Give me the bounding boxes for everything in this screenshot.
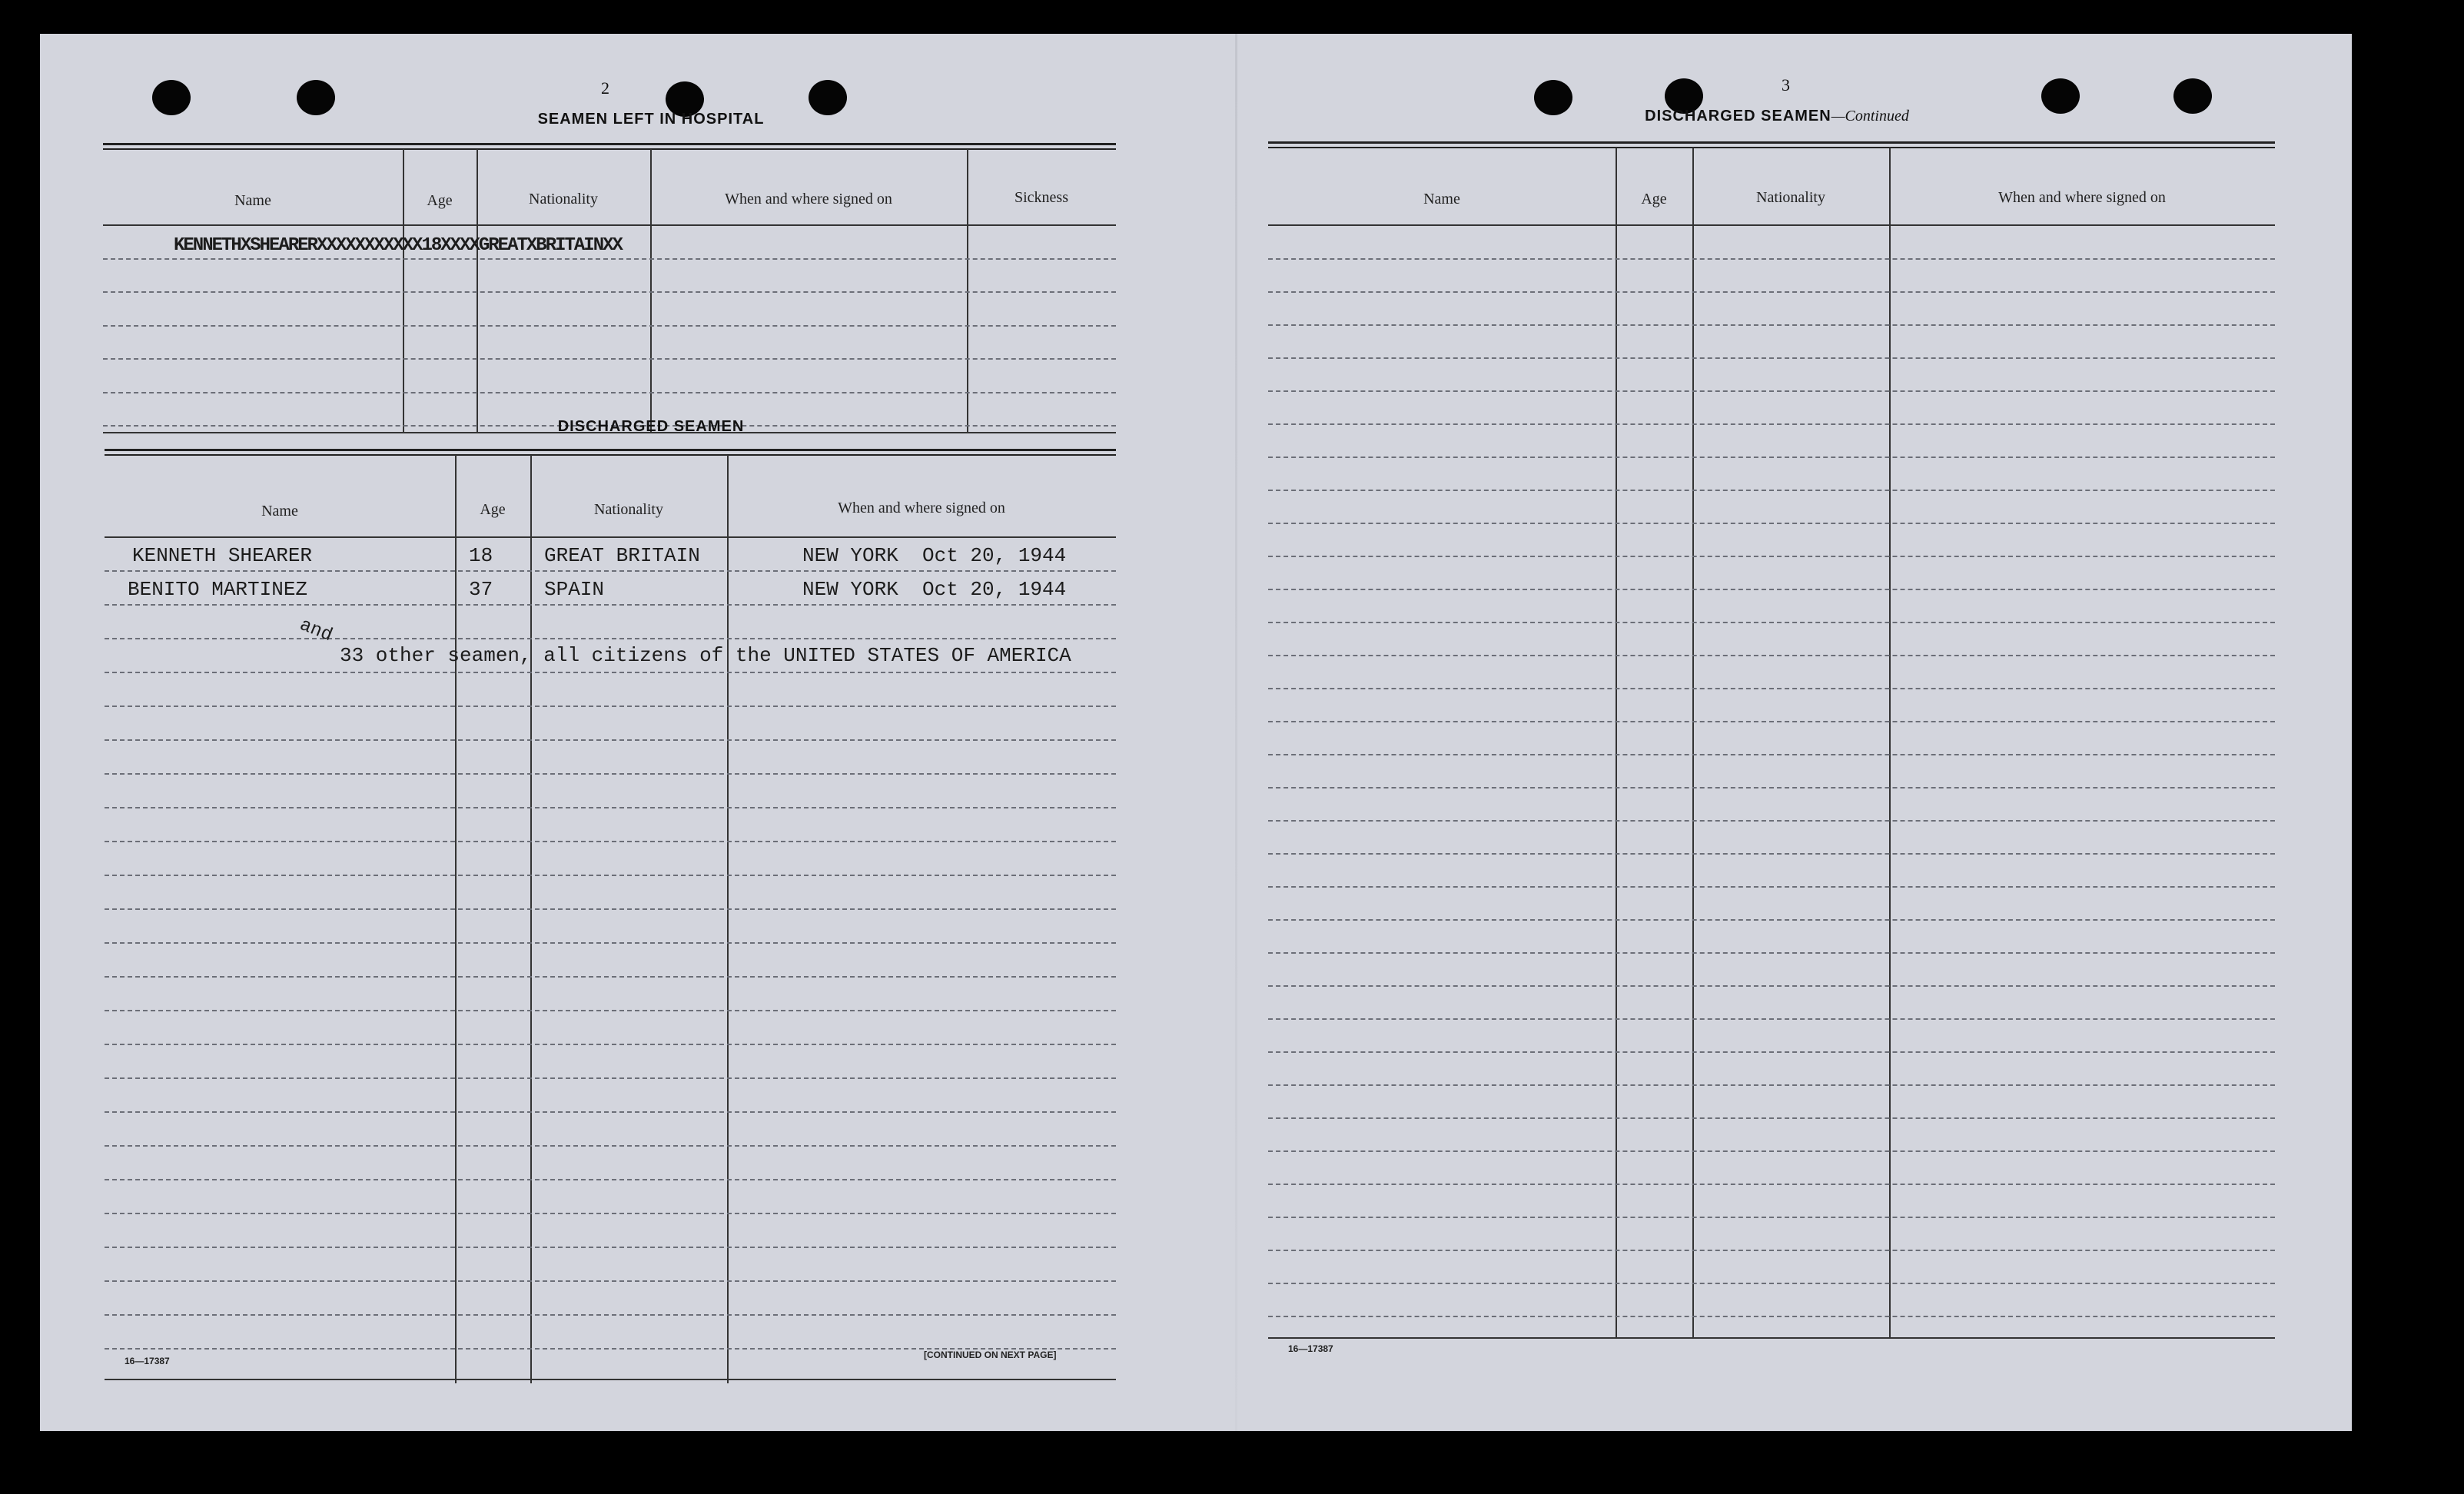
title-main: DISCHARGED SEAMEN — [1645, 108, 1831, 124]
col-header-signed-on: When and where signed on — [725, 191, 892, 208]
page-number-left: 2 — [601, 78, 609, 98]
continued-note: [CONTINUED ON NEXT PAGE] — [924, 1350, 1057, 1360]
row-2-place: NEW YORK — [802, 578, 898, 601]
punch-hole — [2041, 78, 2080, 114]
col-header-sickness: Sickness — [1014, 189, 1068, 206]
and-mark: and — [296, 615, 336, 647]
col-header-age: Age — [480, 501, 506, 518]
col-header-name: Name — [261, 503, 298, 520]
form-number-left: 16—17387 — [125, 1356, 170, 1366]
col-header-age: Age — [1641, 191, 1667, 208]
col-header-signed-on: When and where signed on — [838, 500, 1005, 516]
col-header-nationality: Nationality — [594, 501, 663, 518]
hospital-table — [103, 143, 1116, 435]
row-2-age: 37 — [469, 578, 493, 601]
struck-out-entry: KENNETHXSHEARERXXXXXXXXXXX18XXXXGREATXBRITAINXX — [174, 235, 622, 256]
discharged-section-title: DISCHARGED SEAMEN — [557, 418, 745, 435]
discharged-table — [105, 449, 1116, 1386]
punch-hole — [2173, 78, 2212, 114]
punch-hole — [152, 80, 191, 115]
row-1-name: KENNETH SHEARER — [132, 544, 313, 567]
col-header-signed-on: When and where signed on — [1998, 189, 2166, 206]
continued-table — [1268, 141, 2275, 1340]
title-continued: —Continued — [1831, 108, 1909, 124]
punch-hole — [297, 80, 335, 115]
document-sheet — [40, 34, 2352, 1431]
row-1-nationality: GREAT BRITAIN — [544, 544, 700, 567]
col-header-name: Name — [1423, 191, 1460, 208]
page-number-right: 3 — [1782, 75, 1790, 95]
row-2-date: Oct 20, 1944 — [922, 578, 1067, 601]
other-seamen-note: 33 other seamen, all citizens of the UNITED STATES OF AMERICA — [340, 644, 1071, 667]
page-fold — [1235, 34, 1237, 1431]
col-header-nationality: Nationality — [1756, 189, 1825, 206]
row-2-nationality: SPAIN — [544, 578, 605, 601]
form-number-right: 16—17387 — [1288, 1343, 1333, 1354]
discharged-continued-title — [1508, 108, 2046, 125]
col-header-nationality: Nationality — [529, 191, 598, 208]
row-1-place: NEW YORK — [802, 544, 898, 567]
col-header-name: Name — [234, 192, 271, 209]
row-1-age: 18 — [469, 544, 493, 567]
hospital-section-title: SEAMEN LEFT IN HOSPITAL — [537, 111, 765, 128]
col-header-age: Age — [427, 192, 453, 209]
row-2-name: BENITO MARTINEZ — [128, 578, 308, 601]
row-1-date: Oct 20, 1944 — [922, 544, 1067, 567]
